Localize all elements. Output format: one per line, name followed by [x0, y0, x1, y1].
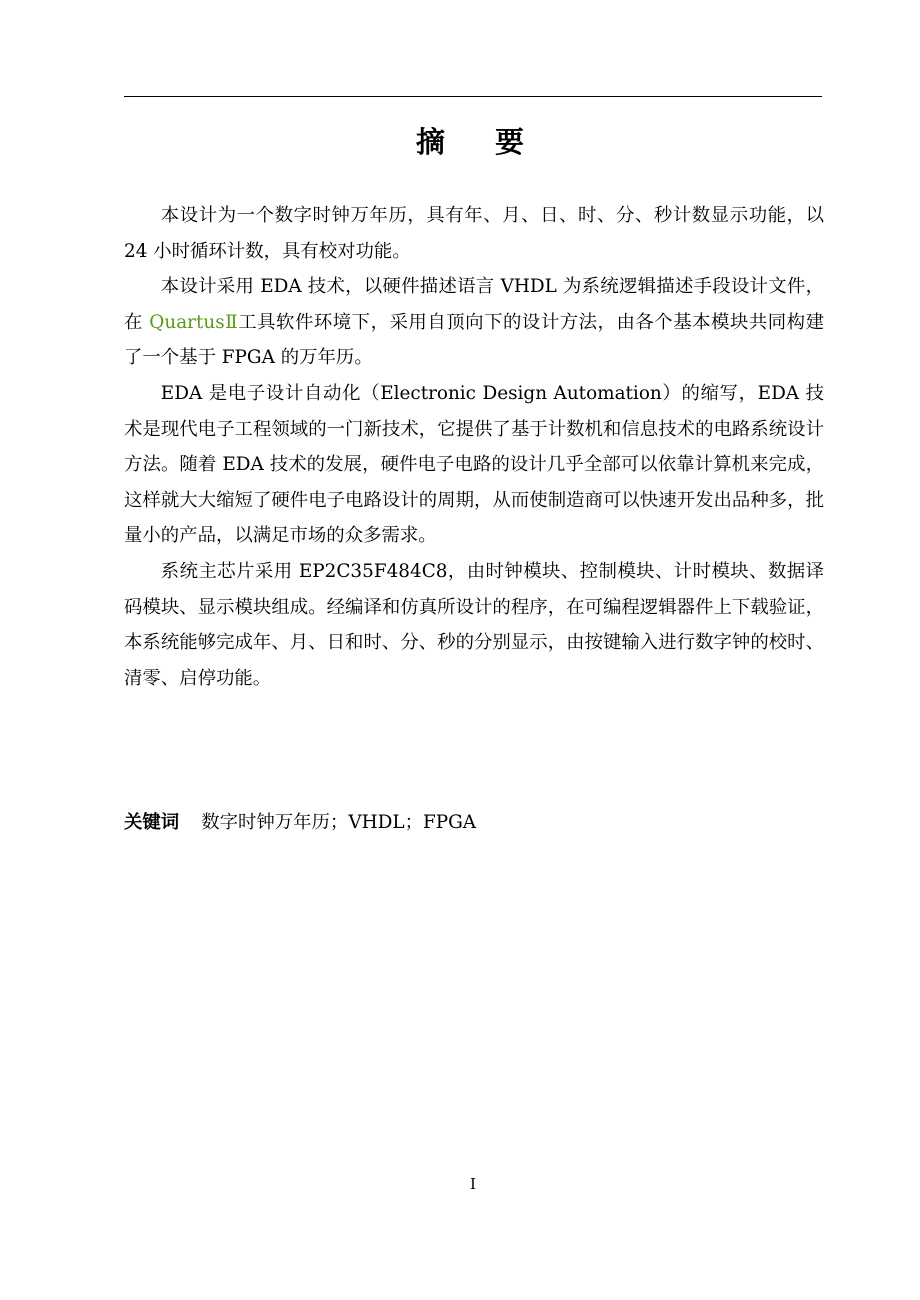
page-title: [0, 122, 920, 162]
title-char-1: 摘: [415, 125, 445, 159]
keywords-label: 关键词: [124, 812, 180, 833]
page-number: I: [470, 1175, 476, 1193]
keywords-line: [124, 806, 824, 840]
abstract-paragraph-3: EDA 是电子设计自动化（Electronic Design Automation）的缩写，EDA 技术是现代电子工程领域的一门新技术，它提供了基于计数机和信息技术的电路系统设计方法。随着 EDA 技术的发展，硬件电子电路的设计几乎全部可以依靠计算机来完成，这样就大大缩短了硬件电子电路设计的周期，从而使制造商可以快速开发出品种多，批量小的产品，以满足市场的众多需求。: [124, 382, 824, 547]
abstract-paragraph-1: 本设计为一个数字时钟万年历，具有年、月、日、时、分、秒计数显示功能，以 24 小时循环计数，具有校对功能。: [124, 205, 824, 262]
quartus-term: QuartusⅡ: [149, 311, 239, 333]
title-char-2: 要: [495, 125, 525, 159]
paragraph-2-text-before: 本设计采用 EDA 技术，以硬件描述语言 VHDL 为系统逻辑描述手段设计文件，在: [124, 276, 824, 333]
abstract-paragraph-4: 系统主芯片采用 EP2C35F484C8，由时钟模块、控制模块、计时模块、数据译码模块、显示模块组成。经编译和仿真所设计的程序，在可编程逻辑器件上下载验证，本系统能够完成年、月、日和时、分、秒的分别显示，由按键输入进行数字钟的校时、清零、启停功能。: [124, 560, 824, 689]
keywords-text: 数字时钟万年历；VHDL；FPGA: [201, 812, 477, 833]
header-rule: [124, 96, 822, 97]
paragraph-2-text-after: 工具软件环境下，采用自顶向下的设计方法，由各个基本模块共同构建了一个基于 FPGA 的万年历。: [124, 311, 824, 369]
abstract-paragraph-2: [124, 269, 824, 376]
abstract-body: [124, 198, 824, 696]
